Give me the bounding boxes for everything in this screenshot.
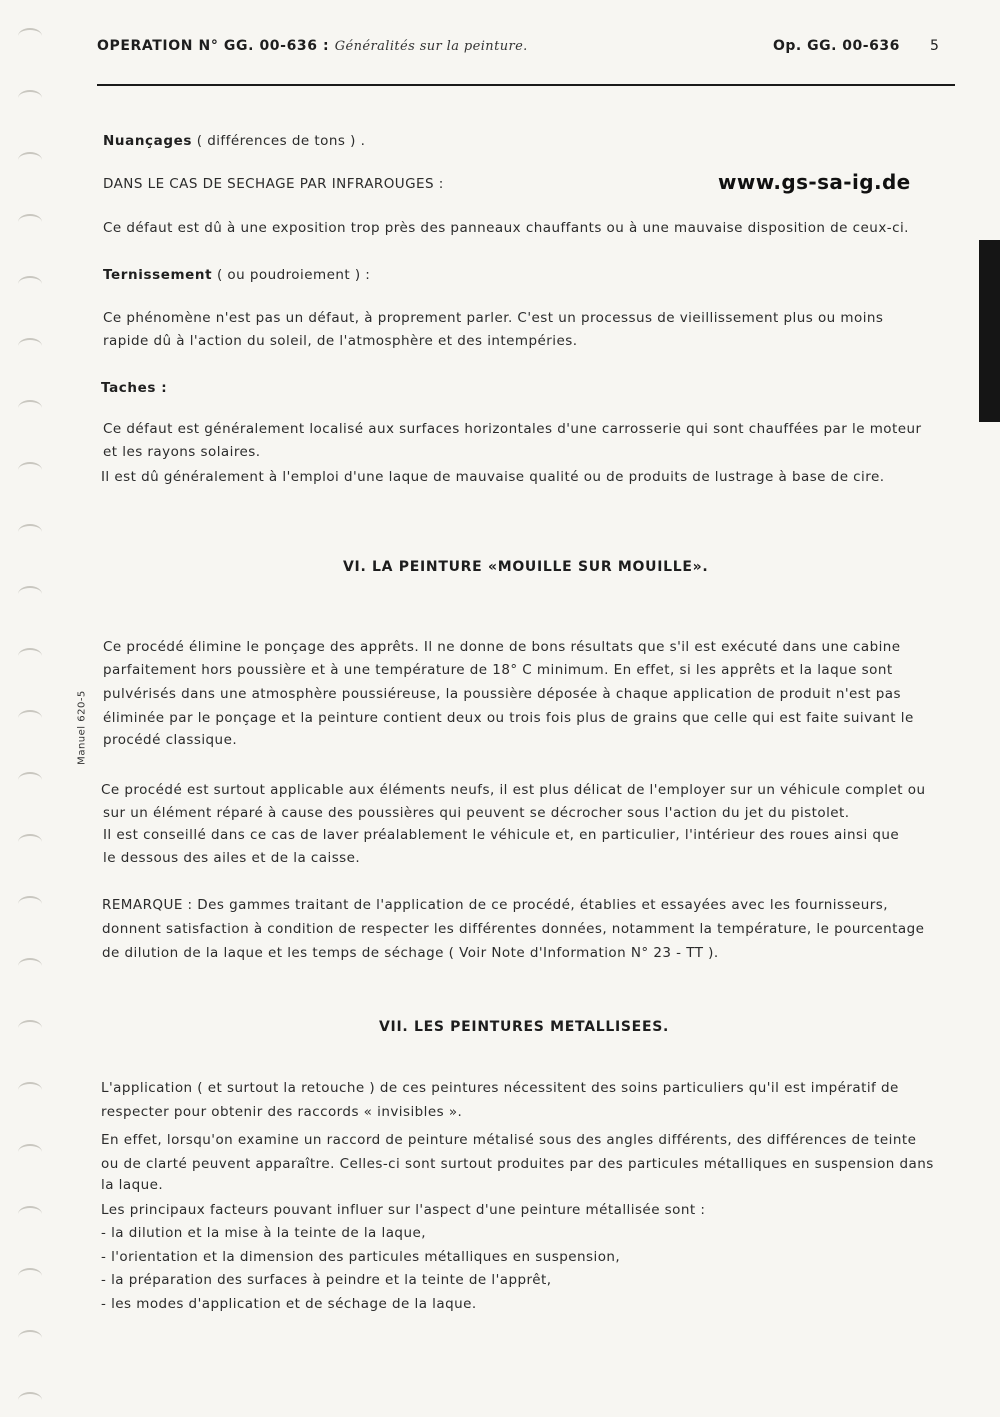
binder-hole-mark [18, 338, 42, 354]
header-subtitle: Généralités sur la peinture. [334, 39, 528, 54]
website-watermark: www.gs-sa-ig.de [718, 170, 911, 194]
section-6-title: VI. LA PEINTURE «MOUILLE SUR MOUILLE». [343, 559, 709, 575]
page-header [97, 38, 955, 60]
section-7-title: VII. LES PEINTURES METALLISEES. [379, 1019, 670, 1035]
binder-hole-mark [18, 276, 42, 292]
binder-hole-mark [18, 400, 42, 416]
binder-hole-mark [18, 648, 42, 664]
binder-hole-mark [18, 1268, 42, 1284]
paragraph-line: REMARQUE : Des gammes traitant de l'application de ce procédé, établies et essayées avec les fournisseurs, [102, 897, 888, 913]
nuancages-title-suffix: ( différences de tons ) . [196, 133, 366, 149]
operation-reference: Op. GG. 00-636 [773, 38, 900, 54]
nuancages-heading [103, 133, 365, 149]
paragraph-line: éliminée par le ponçage et la peinture contient deux ou trois fois plus de grains que celle qui est faite suivant le [103, 710, 914, 726]
binder-hole-mark [18, 710, 42, 726]
paragraph-line: ou de clarté peuvent apparaître. Celles-ci sont surtout produites par des particules métalliques en suspension dans [101, 1156, 934, 1172]
ternissement-heading [103, 267, 370, 283]
binder-hole-mark [18, 28, 42, 44]
binder-hole-mark [18, 1082, 42, 1098]
paragraph-line: Il est dû généralement à l'emploi d'une laque de mauvaise qualité ou de produits de lustrage à base de cire. [101, 469, 885, 485]
paragraph-line: le dessous des ailes et de la caisse. [103, 850, 361, 866]
paragraph-line: Ce défaut est généralement localisé aux surfaces horizontales d'une carrosserie qui sont chauffées par le moteur [103, 421, 922, 437]
paragraph-line: respecter pour obtenir des raccords « invisibles ». [101, 1104, 463, 1120]
paragraph-line: En effet, lorsqu'on examine un raccord de peinture métalisé sous des angles différents, des différences de teinte [101, 1132, 917, 1148]
paragraph-line: Ce phénomène n'est pas un défaut, à proprement parler. C'est un processus de vieillissement plus ou moins [103, 310, 884, 326]
paragraph-line: rapide dû à l'action du soleil, de l'atmosphère et des intempéries. [103, 333, 578, 349]
binder-hole-mark [18, 90, 42, 106]
list-item: - la dilution et la mise à la teinte de la laque, [101, 1225, 426, 1241]
binder-hole-mark [18, 1206, 42, 1222]
ternissement-title: Ternissement [103, 267, 213, 283]
nuancages-subheading: DANS LE CAS DE SECHAGE PAR INFRAROUGES : [103, 176, 444, 192]
binder-hole-mark [18, 524, 42, 540]
paragraph-line: Les principaux facteurs pouvant influer sur l'aspect d'une peinture métallisée sont : [101, 1202, 706, 1218]
binder-hole-mark [18, 772, 42, 788]
paragraph-line: Il est conseillé dans ce cas de laver préalablement le véhicule et, en particulier, l'intérieur des roues ainsi que [103, 827, 900, 843]
binder-hole-mark [18, 1144, 42, 1160]
paragraph-line: Ce procédé est surtout applicable aux éléments neufs, il est plus délicat de l'employer sur un véhicule complet ou [101, 782, 926, 798]
binder-hole-mark [18, 586, 42, 602]
paragraph-line: Ce procédé élimine le ponçage des apprêts. Il ne donne de bons résultats que s'il est exécuté dans une cabine [103, 639, 901, 655]
list-item: - l'orientation et la dimension des particules métalliques en suspension, [101, 1249, 621, 1265]
paragraph-line: la laque. [101, 1177, 164, 1193]
binder-hole-mark [18, 896, 42, 912]
ternissement-title-suffix: ( ou poudroiement ) : [216, 267, 371, 283]
manual-label: Manuel 620-5 [76, 690, 88, 765]
paragraph-line: sur un élément réparé à cause des poussières qui peuvent se décrocher sous l'action du jet du pistolet. [103, 805, 850, 821]
binder-hole-mark [18, 152, 42, 168]
operation-number [97, 38, 528, 54]
header-rule [97, 84, 955, 86]
binder-hole-mark [18, 214, 42, 230]
nuancages-title: Nuançages [103, 133, 192, 149]
side-index-tab [979, 240, 1000, 422]
binder-hole-mark [18, 834, 42, 850]
binder-hole-mark [18, 1330, 42, 1346]
binder-hole-mark [18, 958, 42, 974]
paragraph-line: et les rayons solaires. [103, 444, 261, 460]
paragraph-line: Ce défaut est dû à une exposition trop près des panneaux chauffants ou à une mauvaise disposition de ceux-ci. [103, 220, 909, 236]
taches-heading: Taches : [101, 380, 168, 396]
list-item: - les modes d'application et de séchage de la laque. [101, 1296, 477, 1312]
paragraph-line: procédé classique. [103, 732, 238, 748]
paragraph-line: L'application ( et surtout la retouche ) de ces peintures nécessitent des soins particuliers qu'il est impératif de [101, 1080, 899, 1096]
binder-hole-mark [18, 462, 42, 478]
paragraph-line: pulvérisés dans une atmosphère poussiéreuse, la poussière déposée à chaque application de produit n'est pas [103, 686, 901, 702]
paragraph-line: parfaitement hors poussière et à une température de 18° C minimum. En effet, si les apprêts et la laque sont [103, 662, 893, 678]
paragraph-line: donnent satisfaction à condition de respecter les différentes données, notamment la température, le pourcentage [102, 921, 925, 937]
page-number: 5 [930, 38, 939, 54]
list-item: - la préparation des surfaces à peindre et la teinte de l'apprêt, [101, 1272, 552, 1288]
operation-label: OPERATION N° GG. 00-636 : [97, 38, 330, 54]
binder-hole-mark [18, 1392, 42, 1408]
binder-hole-mark [18, 1020, 42, 1036]
paragraph-line: de dilution de la laque et les temps de séchage ( Voir Note d'Information N° 23 - TT ). [102, 945, 719, 961]
